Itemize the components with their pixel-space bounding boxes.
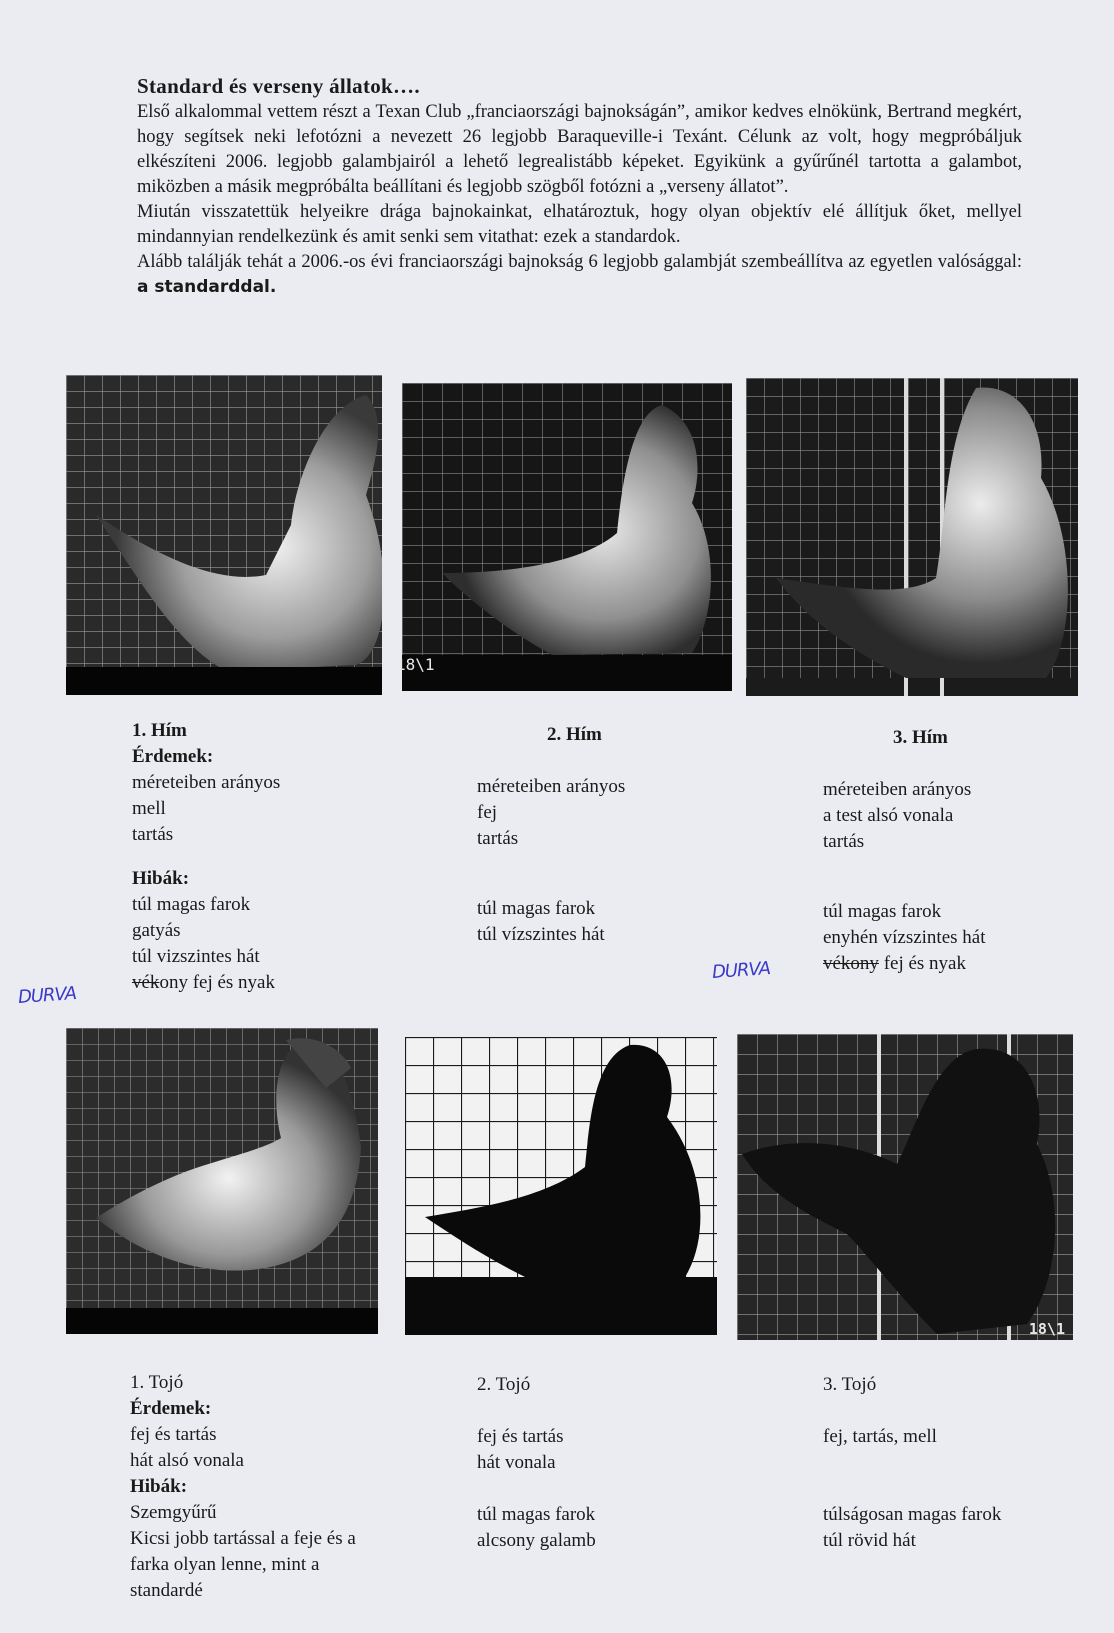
- female-2-merit: fej és tartás: [477, 1426, 564, 1447]
- female-3-fault: túl rövid hát: [823, 1530, 916, 1551]
- female-1-fault: farka olyan lenne, mint a: [130, 1554, 320, 1575]
- male-3-fault: túl magas farok: [823, 901, 942, 922]
- intro-paragraph-2: Miután visszatettük helyeikre drága bajnokainkat, elhatároztuk, hogy olyan objektív elé állítjuk őket, mellyel mindannyian rendelkezünk és amit senki sem vitathat: ezek a standardok.: [137, 202, 1022, 247]
- female-2-merit: hát vonala: [477, 1452, 556, 1473]
- male-1-merits-label: Érdemek:: [132, 746, 214, 767]
- female-1-fault: standardé: [130, 1580, 203, 1601]
- ring-number-stamp: 18\1: [1028, 1320, 1065, 1338]
- male-1-faults-label: Hibák:: [132, 868, 190, 889]
- intro-paragraph-1: Első alkalommal vettem részt a Texan Club „franciaországi bajnokságán”, amikor kedves elnökünk, Bertrand megkért, hogy segítsek neki lefotózni a nevezett 26 legjobb Baraqueville-i Texánt. Célunk az volt, hogy megpróbáljuk elkészíteni 2006. legjobb galambjairól a lehető legrealistább képeket. Egyikünk a gyűrűnél tartotta a galambot, miközben a másik megpróbálta beállítani és legjobb szögből fotózni a „verseny állatot”.: [137, 102, 1022, 197]
- male-3-merit: méreteiben arányos: [823, 779, 972, 800]
- photo-male-1: [66, 375, 382, 695]
- female-1-merits-label: Érdemek:: [130, 1398, 212, 1419]
- male-3-merit: tartás: [823, 831, 865, 852]
- fault-rest: ony fej és nyak: [159, 972, 275, 993]
- caption-female-3: [823, 1372, 1001, 1554]
- female-1-merit: fej és tartás: [130, 1424, 217, 1445]
- handwritten-note-1: DURVA: [17, 983, 77, 1008]
- intro-text: [137, 100, 1022, 300]
- photo-female-3: [737, 1034, 1073, 1340]
- struck-text: vékony: [823, 953, 879, 974]
- male-2-fault: túl magas farok: [477, 898, 596, 919]
- male-1-merit: tartás: [132, 824, 174, 845]
- female-1-merit: hát alsó vonala: [130, 1450, 244, 1471]
- ring-number-stamp: 18\1: [396, 655, 435, 674]
- male-3-fault: enyhén vízszintes hát: [823, 927, 986, 948]
- male-3-fault-struck: [823, 951, 986, 977]
- female-2-fault: túl magas farok: [477, 1504, 596, 1525]
- male-1-fault: túl vizszintes hát: [132, 946, 260, 967]
- male-2-merit: tartás: [477, 828, 519, 849]
- male-3-merit: a test alsó vonala: [823, 805, 954, 826]
- female-3-merit: fej, tartás, mell: [823, 1426, 937, 1447]
- photo-female-1: [66, 1028, 378, 1334]
- male-2-merit: fej: [477, 802, 498, 823]
- male-1-fault: túl magas farok: [132, 894, 251, 915]
- male-2-heading: 2. Hím: [547, 724, 602, 745]
- intro-emphasis: a standarddal.: [137, 277, 277, 297]
- photo-male-2: [402, 383, 732, 691]
- female-1-faults-label: Hibák:: [130, 1476, 188, 1497]
- caption-female-1: [130, 1370, 356, 1604]
- intro-paragraph-3-text: Alább találják tehát a 2006.-os évi franciaországi bajnokság 6 legjobb galambját szembeállítva az egyetlen valósággal:: [137, 252, 1022, 272]
- photo-female-2: [405, 1037, 717, 1335]
- female-1-fault: Kicsi jobb tartással a feje és a: [130, 1528, 356, 1549]
- male-3-heading: 3. Hím: [893, 727, 948, 748]
- male-1-fault: gatyás: [132, 920, 181, 941]
- male-2-fault: túl vízszintes hát: [477, 924, 605, 945]
- struck-text: vék: [132, 972, 160, 993]
- page-title: Standard és verseny állatok….: [137, 74, 420, 98]
- handwritten-note-2: DURVA: [711, 958, 771, 983]
- male-1-fault-struck: [132, 970, 280, 996]
- caption-female-2: [477, 1372, 596, 1554]
- photo-male-3: [746, 378, 1078, 696]
- fault-rest: fej és nyak: [878, 953, 966, 974]
- female-1-heading: 1. Tojó: [130, 1372, 184, 1393]
- female-2-heading: 2. Tojó: [477, 1374, 531, 1395]
- male-2-merit: méreteiben arányos: [477, 776, 626, 797]
- male-1-merit: mell: [132, 798, 166, 819]
- female-2-fault: alcsony galamb: [477, 1530, 596, 1551]
- caption-male-1: [132, 718, 280, 996]
- caption-male-3: [823, 725, 986, 977]
- male-1-heading: 1. Hím: [132, 720, 187, 741]
- female-3-heading: 3. Tojó: [823, 1374, 877, 1395]
- female-3-fault: túlságosan magas farok: [823, 1504, 1002, 1525]
- male-1-merit: méreteiben arányos: [132, 772, 281, 793]
- caption-male-2: [477, 722, 625, 948]
- female-1-fault: Szemgyűrű: [130, 1502, 217, 1523]
- intro-paragraph-3: [137, 250, 1022, 300]
